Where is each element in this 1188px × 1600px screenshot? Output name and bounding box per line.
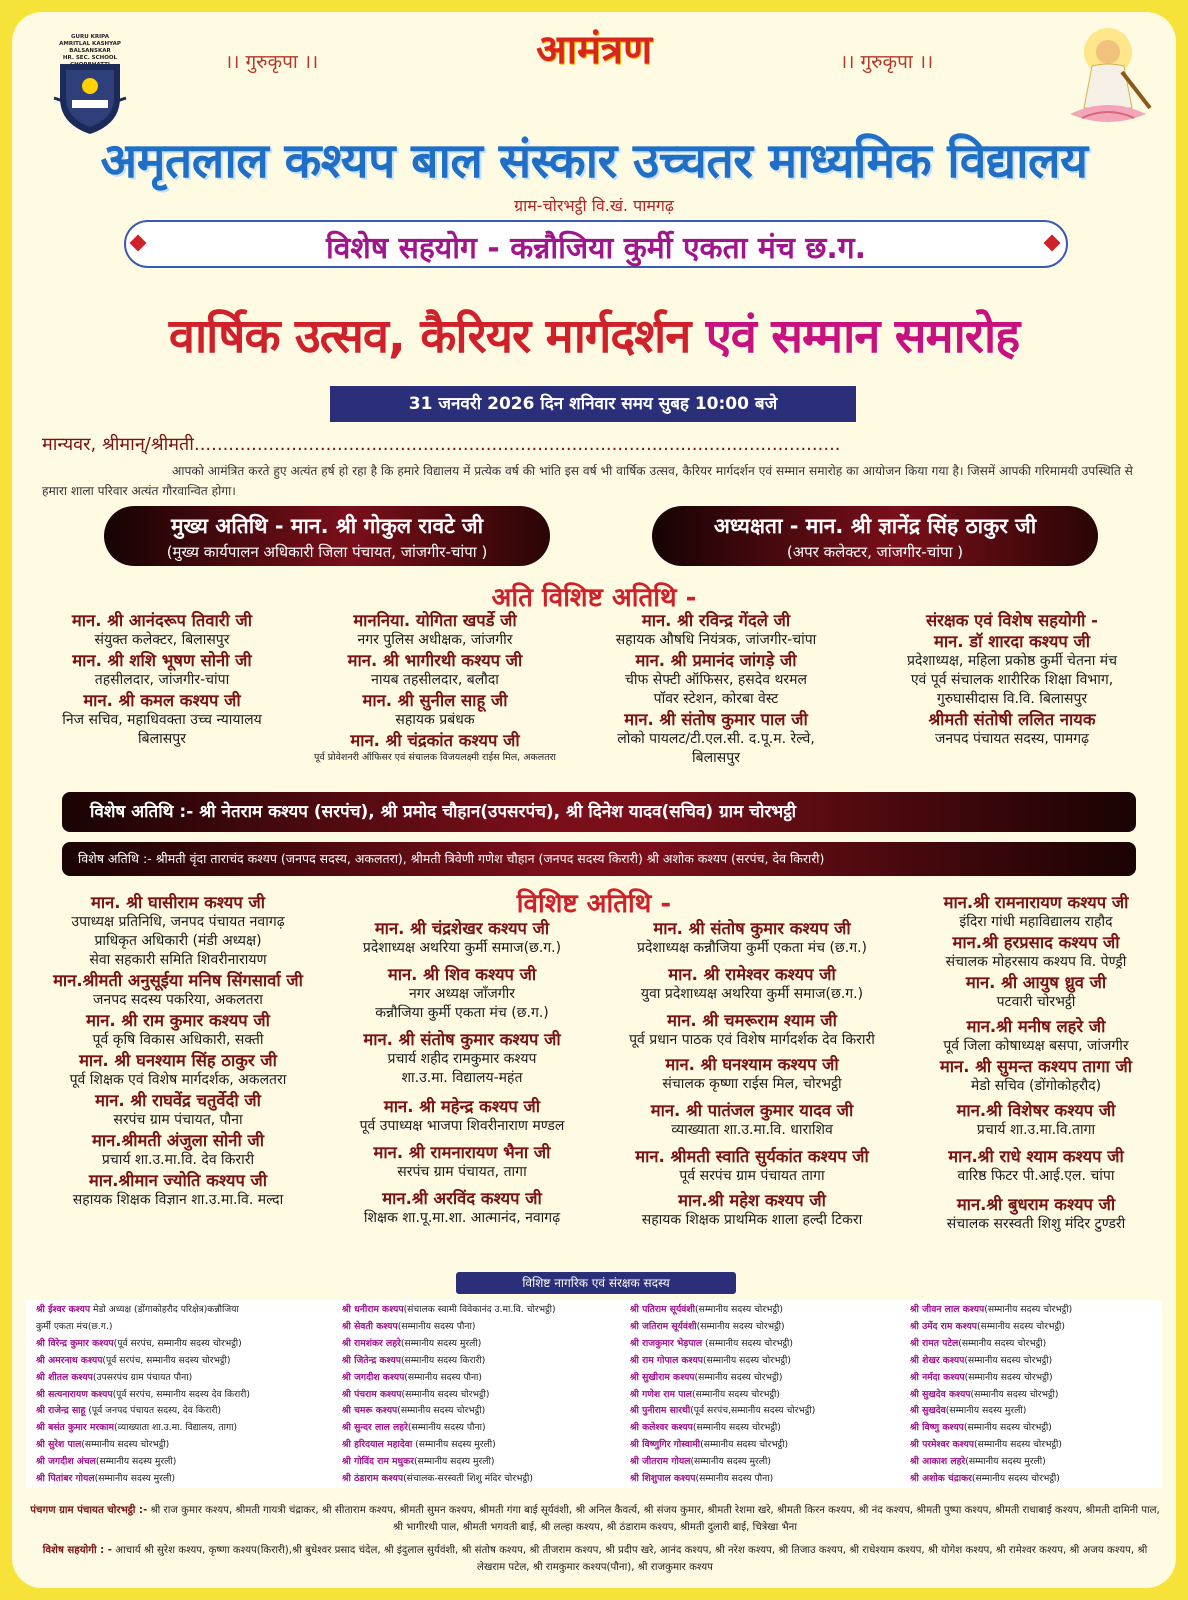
- guest-name: मान. श्री संतोष कुमार कश्यप जी: [363, 1030, 561, 1049]
- guest-desc: प्रचार्य शा.उ.मा.वि.तागा: [976, 1122, 1096, 1138]
- patron-heading: संरक्षक एवं विशेष सहयोगी -: [925, 611, 1099, 630]
- guest-desc: संचालक सरस्वती शिशु मंदिर टुण्डरी: [946, 1216, 1126, 1232]
- member-name: श्री अशोक चंद्राकर: [910, 1473, 972, 1485]
- member-role: (पूर्व सरपंच, सम्मानीय सदस्य चोरभट्ठी): [113, 1337, 242, 1349]
- members-heading: विशिष्ट नागरिक एवं संरक्षक सदस्य: [456, 1272, 736, 1294]
- support-label: विशेष सहयोगी : -: [42, 1545, 113, 1556]
- member-name: श्री जगदीश अंचल: [36, 1456, 96, 1468]
- member-item: [910, 1319, 1072, 1336]
- guest-desc: बिलासपुर: [138, 731, 186, 747]
- guest-name: मान.श्रीमती अंजुला सोनी जी: [92, 1131, 264, 1150]
- ati-vishisht-col-4: [862, 610, 1162, 749]
- members-col-2: [342, 1302, 556, 1488]
- guest-name: मान. श्री संतोष कुमार कश्यप जी: [653, 919, 851, 938]
- member-role: (सम्मानीय सदस्य चोरभट्ठी): [970, 1388, 1059, 1400]
- member-name: श्री परमेश्वर कश्यप: [910, 1439, 975, 1451]
- member-name: श्री अमरनाथ कश्यप: [36, 1354, 103, 1366]
- ati-vishisht-col-3: [576, 610, 856, 768]
- member-item: [630, 1353, 815, 1370]
- chief-guest-desc: (मुख्य कार्यपालन अधिकारी जिला पंचायत, जांजगीर-चांपा ): [166, 543, 488, 561]
- guest-desc: नायब तहसीलदार, बलौदा: [371, 672, 499, 688]
- member-name: श्री आकाश लहरे: [910, 1456, 966, 1468]
- guest-desc: प्राधिकृत अधिकारी (मंडी अध्यक्ष): [94, 933, 262, 949]
- member-item: [36, 1302, 250, 1319]
- member-role: (सम्मानीय सदस्य चोरभट्ठी): [964, 1371, 1053, 1383]
- guest-desc: प्रचार्य शा.उ.मा.वि. देव किरारी: [101, 1152, 255, 1168]
- event-date: 31 जनवरी 2026 दिन शनिवार समय सुबह 10:00 बजे: [330, 386, 856, 422]
- vishisht-col-1: [18, 892, 338, 1210]
- guest-name: मान.श्रीमती अनुसूईया मनिष सिंगसार्वा जी: [53, 971, 303, 990]
- member-name: श्री सुखदेव: [910, 1405, 946, 1417]
- special-guest-band-1: विशेष अतिथि :- श्री नेतराम कश्यप (सरपंच), श्री प्रमोद चौहान(उपसरपंच), श्री दिनेश यादव(सचिव) ग्राम चोरभट्ठी: [62, 792, 1136, 832]
- guest-desc: पूर्व कृषि विकास अधिकारी, सक्ती: [92, 1032, 264, 1048]
- guest-name: श्रीमती संतोषी ललित नायक: [928, 710, 1096, 729]
- guest-name: मान. श्री घनश्याम कश्यप जी: [665, 1055, 839, 1074]
- member-role: (सम्मानीय सदस्य मुरली): [94, 1473, 176, 1485]
- guest-name: मान. डॉ शारदा कश्यप जी: [933, 632, 1091, 651]
- member-name: श्री राजकुमार भेड़पाल: [630, 1337, 703, 1349]
- vishisht-col-4: [896, 892, 1176, 1234]
- member-item: [36, 1454, 250, 1471]
- guest-desc: पूर्व सरपंच ग्राम पंचायत तागा: [679, 1168, 825, 1184]
- ati-vishisht-col-2: [290, 610, 580, 765]
- guest-name: मान.श्री अरविंद कश्यप जी: [382, 1189, 542, 1208]
- member-item: [910, 1471, 1072, 1488]
- guest-desc: सहायक औषधि नियंत्रक, जांजगीर-चांपा: [615, 632, 817, 648]
- member-name: श्री जगदीश कश्यप: [342, 1371, 405, 1383]
- guest-name: मान. श्री राम कुमार कश्यप जी: [86, 1011, 270, 1030]
- guest-name: मान. श्री शिव कश्यप जी: [387, 965, 537, 984]
- guest-name: मान. श्री पातंजल कुमार यादव जी: [650, 1101, 854, 1120]
- member-name: श्री चमरू कश्यप: [342, 1405, 398, 1417]
- guest-desc: जनपद पंचायत सदस्य, पामगढ़: [934, 731, 1090, 747]
- member-name: श्री उमेंद राम कश्यप: [910, 1320, 978, 1332]
- member-item: [36, 1471, 250, 1488]
- guest-name: मान. श्री चमरूराम श्याम जी: [667, 1011, 837, 1030]
- member-role: (सम्मानीय सदस्य मुरली): [945, 1405, 1027, 1417]
- member-item: [36, 1353, 250, 1370]
- guest-desc: सरपंच ग्राम पंचायत, तागा: [397, 1164, 527, 1180]
- member-name: श्री बसंत कुमार मरकाम: [36, 1422, 115, 1434]
- member-item: [342, 1370, 556, 1387]
- member-role: (सम्मानीय सदस्य मुरली): [400, 1337, 482, 1349]
- guest-desc: बिलासपुर: [692, 750, 740, 766]
- member-name: श्री ईश्वर कश्यप: [36, 1304, 91, 1315]
- guest-desc: सहायक शिक्षक प्राथमिक शाला हल्दी टिकरा: [641, 1212, 863, 1228]
- guest-desc: सेवा सहकारी समिति शिवरीनारायण: [89, 952, 267, 968]
- member-role: कुर्मी एकता मंच(छ.ग.): [36, 1320, 113, 1332]
- member-role: (सम्मानीय सदस्य मुरली): [690, 1456, 771, 1468]
- guest-name: मान.श्री महेश कश्यप जी: [678, 1191, 826, 1210]
- guest-name: मान.श्री रामनारायण कश्यप जी: [943, 893, 1129, 912]
- member-item: [910, 1302, 1072, 1319]
- guest-desc: मेडो सचिव (डोंगोकोहरौद): [970, 1078, 1102, 1094]
- guest-name: मान.श्री राधे श्याम कश्यप जी: [948, 1147, 1124, 1166]
- member-item: [630, 1403, 815, 1420]
- guest-desc: शिक्षक शा.पू.मा.शा. आत्मानंद, नवागढ़: [363, 1210, 561, 1226]
- member-item: [36, 1336, 250, 1353]
- member-role: (सम्मानीय सदस्य मुरली): [965, 1456, 1046, 1468]
- member-item: [36, 1420, 250, 1437]
- guest-desc: पूर्व प्रधान पाठक एवं विशेष मार्गदर्शक देव किरारी: [629, 1032, 875, 1048]
- member-role: (पूर्व सरपंच, सम्मानीय सदस्य चोरभट्ठी): [102, 1354, 231, 1366]
- member-name: श्री सुखदेव कश्यप: [910, 1388, 971, 1400]
- member-role: (सम्मानीय सदस्य पौना): [397, 1320, 476, 1332]
- guest-desc: निज सचिव, महाधिवक्ता उच्च न्यायालय: [62, 712, 262, 728]
- member-role: (सम्मानीय सदस्य चोरभट्ठी): [977, 1320, 1065, 1332]
- member-role: (सम्मानीय सदस्य पौना): [407, 1422, 486, 1434]
- guest-name: मान. श्री घनश्याम सिंह ठाकुर जी: [79, 1051, 277, 1070]
- member-name: श्री रामशंकर लहरे: [342, 1337, 401, 1349]
- guest-desc: पूर्व प्रोवेशनरी ऑफिसर एवं संचालक विजयलक्ष्मी राईस मिल, अकलतरा: [314, 752, 556, 763]
- member-name: श्री शेखर कश्यप: [910, 1354, 965, 1366]
- member-item: [36, 1403, 250, 1420]
- member-role: (सम्मानीय सदस्य किरारी): [400, 1354, 486, 1366]
- guest-name: मान. श्री महेन्द्र कश्यप जी: [383, 1097, 541, 1116]
- member-role: (संचालक स्वामी विवेकानंद उ.मा.वि. चोरभट्ठी): [403, 1304, 556, 1315]
- member-name: श्री जीतराम गोयल: [630, 1456, 691, 1468]
- panchgan-text: श्री राज कुमार कश्यप, श्रीमती गायत्री चंद्राकर, श्री सीताराम कश्यप, श्रीमती सुमन कश्यप, श्रीमती गंगा बाई सूर्यवंशी, श्री अनिल कैवर्त्य, श्री संजय कुमार, श्रीमती रेशमा खरे, श्रीमती किरन कश्यप, श्री नंद कश्यप, श्रीमती पुष्पा कश्यप, श्रीमती राधाबाई कश्यप, श्रीमती दामिनी पाल, श्री भागीरथी पाल, श्रीमती भगवती बाई, श्री लल्हा कश्यप, श्री ठंडाराम कश्यप, श्रीमती दुलारी बाई, चित्रेखा भैना: [147, 1505, 1160, 1533]
- member-role: (सम्मानीय सदस्य पौना): [404, 1371, 483, 1383]
- member-name: श्री धनीराम कश्यप: [342, 1304, 404, 1315]
- guest-desc: संचालक मोहरसाय कश्यप वि. पेण्ड्री: [945, 954, 1127, 970]
- member-item: [342, 1471, 556, 1488]
- ati-vishisht-heading: अति विशिष्ट अतिथि -: [491, 583, 697, 613]
- invitation-card: [12, 12, 1176, 1588]
- member-name: श्री ठंडाराम कश्यप: [342, 1473, 404, 1485]
- guest-name: मान.श्री बुधराम कश्यप जी: [956, 1195, 1116, 1214]
- guest-name: मान. श्रीमती स्वाति सुर्यकांत कश्यप जी: [635, 1147, 869, 1166]
- member-name: श्री शीतल कश्यप: [36, 1371, 93, 1383]
- member-role: (सम्मानीय सदस्य चोरभट्ठी): [696, 1320, 785, 1332]
- member-item: [342, 1454, 556, 1471]
- panchgan-label: पंचगण ग्राम पंचायत चोरभट्ठी :-: [30, 1505, 148, 1516]
- member-item: [630, 1302, 815, 1319]
- member-role: (सम्मानीय सदस्य चोरभट्ठी): [963, 1422, 1052, 1434]
- member-name: श्री पुनीराम सारथी: [630, 1405, 691, 1417]
- member-name: श्री राजेन्द्र साहू: [36, 1405, 86, 1417]
- member-role: (पूर्व सरपंच, सम्मानीय सदस्य देव किरारी): [112, 1388, 250, 1400]
- school-name: अमृतलाल कश्यप बाल संस्कार उच्चतर माध्यमिक विद्यालय: [100, 133, 1088, 189]
- member-name: श्री सुन्दर लाल लहरे: [342, 1422, 408, 1434]
- guest-desc: प्रदेशाध्यक्ष कन्नौजिया कुर्मी एकता मंच (छ.ग.): [637, 940, 867, 956]
- guru-kripa-left: ।। गुरुकृपा ।।: [225, 51, 319, 73]
- salutation-line: मान्यवर, श्रीमान्/श्रीमती.................................................................................................................: [42, 434, 841, 455]
- member-item: [630, 1387, 815, 1404]
- guest-desc: प्रदेशाध्यक्ष, महिला प्रकोष्ठ कुर्मी चेतना मंच: [906, 653, 1118, 669]
- chief-guest-title: मुख्य अतिथि - मान. श्री गोकुल रावटे जी: [170, 514, 484, 538]
- guest-desc: व्याख्याता शा.उ.मा.वि. धाराशिव: [671, 1122, 833, 1138]
- member-role: (सम्मानीय सदस्य चोरभट्ठी): [695, 1304, 783, 1315]
- presiding-title: अध्यक्षता - मान. श्री ज्ञानेंद्र सिंह ठाकुर जी: [713, 514, 1037, 538]
- member-role: (सम्मानीय सदस्य चोरभट्ठी): [694, 1371, 783, 1383]
- member-item: [910, 1437, 1072, 1454]
- guest-desc: चीफ सेफ्टी ऑफिसर, हसदेव थरमल: [625, 672, 807, 688]
- guest-name: मान. श्री आयुष ध्रुव जी: [965, 973, 1107, 992]
- guest-desc: पूर्व उपाध्यक्ष भाजपा शिवरीनाराण मण्डल: [359, 1118, 565, 1134]
- presiding-desc: (अपर कलेक्टर, जांजगीर-चांपा ): [786, 543, 964, 561]
- member-role: (सम्मानीय सदस्य मुरली): [95, 1456, 177, 1468]
- guest-name: मान. श्री राघवेंद्र चतुर्वेदी जी: [95, 1091, 261, 1110]
- member-role: (सम्मानीय सदस्य चोरभट्ठी): [401, 1388, 490, 1400]
- logo-text-line: AMRITLAL KASHYAP BALSANSKAR: [59, 41, 121, 54]
- member-item: [630, 1454, 815, 1471]
- member-name: श्री जितेन्द्र कश्यप: [342, 1354, 401, 1366]
- member-role: (सम्मानीय सदस्य चोरभट्ठी): [703, 1354, 791, 1366]
- guest-desc: पटवारी चोरभट्ठी: [996, 994, 1076, 1010]
- guest-name: मान. श्री प्रमानंद जांगड़े जी: [635, 651, 797, 670]
- member-role: (सम्मानीय सदस्य चोरभट्ठी): [700, 1439, 789, 1451]
- aamantran-heading: आमंत्रण: [536, 26, 652, 73]
- presiding-box: [652, 506, 1098, 566]
- member-name: श्री सेवती कश्यप: [342, 1320, 398, 1332]
- ati-vishisht-col-1: [22, 610, 302, 749]
- guest-name: मान. श्री भागीरथी कश्यप जी: [347, 651, 523, 670]
- members-col-1: [36, 1302, 250, 1488]
- guest-desc: सहायक प्रबंधक: [395, 712, 475, 728]
- members-col-4: [910, 1302, 1072, 1488]
- guest-name: मान.श्री विशेषर कश्यप जी: [956, 1101, 1116, 1120]
- member-role: (उपसरपंच ग्राम पंचायत पौना): [92, 1371, 193, 1383]
- intro-paragraph: आपको आमंत्रित करते हुए अत्यंत हर्ष हो रहा है कि हमारे विद्यालय में प्रत्येक वर्ष की भांति इस वर्ष भी वार्षिक उत्सव, कैरियर मार्गदर्शन एवं सम्मान समारोह का आयोजन किया गया है। जिसमें आपकी गरिमामयी उपस्थिति से हमारा शाला परिवार अत्यंत गौरवान्वित होगा।: [42, 464, 1133, 498]
- member-role: (सम्मानीय सदस्य चोरभट्ठी): [397, 1405, 486, 1417]
- panchgan-list: [30, 1502, 1160, 1536]
- guest-name: मान. श्री सुमन्त कश्यप तागा जी: [939, 1057, 1133, 1076]
- guest-desc: सहायक शिक्षक विज्ञान शा.उ.मा.वि. मल्दा: [72, 1192, 284, 1208]
- event-headline: [12, 302, 1176, 366]
- member-name: श्री जीवन लाल कश्यप: [910, 1304, 985, 1315]
- school-logo: [52, 34, 128, 134]
- member-item: [910, 1370, 1072, 1387]
- shield-emblem-icon: [52, 58, 128, 138]
- guest-desc: नगर पुलिस अधीक्षक, जांजगीर: [357, 632, 513, 648]
- guest-name: मान.श्रीमान ज्योति कश्यप जी: [88, 1171, 268, 1190]
- member-role: (सम्मानीय सदस्य पौना): [695, 1473, 774, 1485]
- member-item: [630, 1370, 815, 1387]
- member-item: [630, 1471, 815, 1488]
- member-item: [910, 1336, 1072, 1353]
- guest-desc: लोको पायलट/टी.एल.सी. द.पू.म. रेल्वे,: [617, 731, 815, 747]
- member-name: श्री विरेन्द्र कुमार कश्यप: [36, 1337, 114, 1349]
- member-role: (पूर्व सरपंच,सम्मानीय सदस्य चोरभट्ठी): [690, 1405, 816, 1417]
- guest-name: मान. श्री सुनील साहू जी: [362, 691, 508, 710]
- guru-kripa-right: ।। गुरुकृपा ।।: [840, 51, 934, 73]
- member-name: श्री विष्णुगिर गोस्वामी: [630, 1439, 701, 1451]
- guest-desc: कन्नौजिया कुर्मी एकता मंच (छ.ग.): [375, 1005, 549, 1021]
- member-item: [342, 1353, 556, 1370]
- guest-name: मान. श्री रामेश्वर कश्यप जी: [668, 965, 836, 984]
- saraswati-illustration: [1052, 22, 1164, 134]
- guest-desc: संयुक्त कलेक्टर, बिलासपुर: [94, 632, 230, 648]
- guest-desc: पूर्व शिक्षक एवं विशेष मार्गदर्शक, अकलतरा: [69, 1072, 287, 1088]
- guest-desc: एवं पूर्व संचालक शारीरिक शिक्षा विभाग,: [910, 672, 1114, 688]
- guest-desc: नगर अध्यक्ष जाँजगीर: [408, 986, 516, 1002]
- guest-name: मान. श्री घासीराम कश्यप जी: [91, 893, 265, 912]
- member-role: मेडो अध्यक्ष (डोंगाकोहरौद परिक्षेत्र)कन्नौजिया: [90, 1304, 239, 1315]
- member-name: श्री राम गोपाल कश्यप: [630, 1354, 703, 1366]
- member-item: [630, 1420, 815, 1437]
- special-guest-band-2: विशेष अतिथि :- श्रीमती वृंदा ताराचंद कश्यप (जनपद सदस्य, अकलतरा), श्रीमती त्रिवेणी गणेश चौहान (जनपद सदस्य किरारी) श्री अशोक कश्यप (सरपंच, देव किरारी): [62, 842, 1136, 876]
- member-name: श्री पंचराम कश्यप: [342, 1388, 402, 1400]
- guest-desc: पॉवर स्टेशन, कोरबा वेस्ट: [653, 691, 779, 707]
- member-item: [910, 1403, 1072, 1420]
- guest-desc: इंदिरा गांधी महाविद्यालय राहौद: [959, 914, 1113, 930]
- support-text: आचार्य श्री सुरेश कश्यप, कृष्णा कश्यप(किरारी),श्री बुधेश्वर प्रसाद चंदेल, श्री इंदुलाल सुर्यवंशी, श्री संतोष कश्यप, श्री तीजराम कश्यप, श्री प्रदीप खरे, आनंद कश्यप, श्री नरेश कश्यप, श्री तिजाउ कश्यप, श्री राधेश्याम कश्यप, श्री योगेश कश्यप, श्री रामेश्वर कश्यप, श्री अजय कश्यप, श्री लेखराम पटेल, श्री रामकुमार कश्यप(पौना), श्री राजकुमार कश्यप: [112, 1545, 1148, 1573]
- logo-text-line: HR. SEC. SCHOOL: [62, 55, 118, 61]
- member-name: श्री नर्मदा कश्यप: [910, 1371, 965, 1383]
- member-role: (सम्मानीय सदस्य चोरभट्ठी): [702, 1337, 793, 1349]
- member-name: श्री गोविंद राम मधुकर: [342, 1456, 414, 1468]
- member-name: श्री शिशुपाल कश्यप: [630, 1473, 696, 1485]
- guest-desc: वारिष्ठ फिटर पी.आई.एल. चांपा: [957, 1168, 1115, 1184]
- guest-desc: तहसीलदार, जांजगीर-चांपा: [94, 672, 230, 688]
- member-role: (सम्मानीय सदस्य चोरभट्ठी): [984, 1304, 1073, 1315]
- guest-name: मान. श्री शशि भूषण सोनी जी: [72, 651, 252, 670]
- member-role: (सम्मानीय सदस्य चोरभट्ठी): [974, 1439, 1062, 1451]
- member-name: श्री पितांबर गोयल: [36, 1473, 95, 1485]
- guest-desc: प्रदेशाध्यक्ष अथरिया कुर्मी समाज(छ.ग.): [362, 940, 562, 956]
- member-name: श्री पतिराम सूर्यवंशी: [630, 1304, 696, 1315]
- guest-name: मान. श्री आनंदरूप तिवारी जी: [71, 611, 253, 630]
- member-item: [342, 1403, 556, 1420]
- guest-name: माननिया. योगिता खपर्डे जी: [353, 611, 517, 630]
- guest-name: मान. श्री चंद्रकांत कश्यप जी: [350, 731, 520, 750]
- special-support-banner: [124, 220, 1068, 268]
- member-name: श्री सुरेश पाल: [36, 1439, 82, 1451]
- member-role: (सम्मानीय सदस्य चोरभट्ठी): [692, 1422, 781, 1434]
- guest-desc: पूर्व जिला कोषाध्यक्ष बसपा, जांजगीर: [943, 1038, 1129, 1054]
- member-role: (सम्मानीय सदस्य चोरभट्ठी): [81, 1439, 170, 1451]
- member-role: (सम्मानीय सदस्य चोरभट्ठी): [958, 1337, 1047, 1349]
- member-item: [910, 1420, 1072, 1437]
- member-role: (व्याख्याता शा.उ.मा. विद्यालय, तागा): [114, 1422, 238, 1434]
- member-item: [910, 1387, 1072, 1404]
- member-item: [342, 1437, 556, 1454]
- member-name: श्री हरिदयाल महादेवा: [342, 1439, 413, 1451]
- guest-name: मान. श्री संतोष कुमार पाल जी: [624, 710, 808, 729]
- vishisht-heading: विशिष्ट अतिथि -: [516, 889, 672, 919]
- vishisht-col-2: [312, 918, 612, 1228]
- guest-desc: शा.उ.मा. विद्यालय-महंत: [401, 1070, 523, 1086]
- guest-name: मान.श्री मनीष लहरे जी: [966, 1017, 1106, 1036]
- guest-desc: प्रचार्य शहीद रामकुमार कश्यप: [387, 1051, 537, 1067]
- member-name: श्री कलेश्वर कश्यप: [630, 1422, 693, 1434]
- chief-guest-box: [104, 506, 550, 566]
- member-item: [630, 1437, 815, 1454]
- member-name: श्री विष्णु कश्यप: [910, 1422, 964, 1434]
- member-item: [342, 1302, 556, 1319]
- school-address: ग्राम-चोरभट्ठी वि.खं. पामगढ़: [514, 196, 674, 215]
- headline-part-2: एवं सम्मान समारोह: [705, 309, 1020, 364]
- member-item: [342, 1336, 556, 1353]
- member-role: (सम्मानीय सदस्य चोरभट्ठी): [692, 1388, 780, 1400]
- member-role: (सम्मानीय सदस्य चोरभट्ठी): [971, 1473, 1060, 1485]
- guest-desc: जनपद सदस्य पकरिया, अकलतरा: [93, 992, 263, 1008]
- member-item: [36, 1387, 250, 1404]
- guest-desc: उपाध्यक्ष प्रतिनिधि, जनपद पंचायत नवागढ़: [71, 914, 285, 930]
- guest-name: मान.श्री हरप्रसाद कश्यप जी: [952, 933, 1120, 952]
- member-item: [36, 1370, 250, 1387]
- guest-name: मान. श्री रविन्द्र गेंदले जी: [641, 611, 791, 630]
- guest-name: मान. श्री चंद्रशेखर कश्यप जी: [374, 919, 550, 938]
- member-role: (संचालक-सरस्वती शिशु मंदिर चोरभट्ठी): [403, 1473, 533, 1485]
- member-item: [910, 1454, 1072, 1471]
- headline-part-1: वार्षिक उत्सव, कैरियर मार्गदर्शन: [168, 309, 691, 364]
- vishisht-col-3: [592, 918, 912, 1230]
- member-name: श्री सत्यनारायण कश्यप: [36, 1388, 113, 1400]
- logo-text-line: GURU KRIPA: [71, 34, 109, 40]
- member-item: [630, 1336, 815, 1353]
- members-col-3: [630, 1302, 815, 1488]
- special-support-text: विशेष सहयोग - कन्नौजिया कुर्मी एकता मंच छ.ग.: [325, 231, 867, 266]
- member-item: [630, 1319, 815, 1336]
- member-item: [342, 1319, 556, 1336]
- member-item: [910, 1353, 1072, 1370]
- member-name: श्री गणेश राम पाल: [630, 1388, 693, 1400]
- member-name: श्री जतिराम सूर्यवंशी: [630, 1320, 697, 1332]
- member-name: श्री सुखीराम कश्यप: [630, 1371, 695, 1383]
- support-list: [30, 1542, 1160, 1576]
- member-role: (सम्मानीय सदस्य मुरली): [414, 1456, 495, 1468]
- member-item: [36, 1319, 250, 1336]
- member-role: (पूर्व जनपद पंचायत सदस्य, देव किरारी): [85, 1405, 222, 1417]
- member-name: श्री रामत पटेल: [910, 1337, 959, 1349]
- guest-name: मान. श्री रामनारायण भैना जी: [373, 1143, 551, 1162]
- guest-desc: संचालक कृष्णा राईस मिल, चोरभट्ठी: [662, 1076, 842, 1092]
- guest-desc: गुरुघासीदास वि.वि. बिलासपुर: [936, 691, 1088, 707]
- guest-desc: युवा प्रदेशाध्यक्ष अथरिया कुर्मी समाज(छ.ग.): [640, 986, 864, 1002]
- member-role: (सम्मानीय सदस्य मुरली): [412, 1439, 496, 1451]
- member-item: [342, 1420, 556, 1437]
- member-role: (सम्मानीय सदस्य चोरभट्ठी): [964, 1354, 1053, 1366]
- guest-desc: सरपंच ग्राम पंचायत, पौना: [113, 1112, 243, 1128]
- guest-name: मान. श्री कमल कश्यप जी: [83, 691, 241, 710]
- member-item: [342, 1387, 556, 1404]
- member-item: [36, 1437, 250, 1454]
